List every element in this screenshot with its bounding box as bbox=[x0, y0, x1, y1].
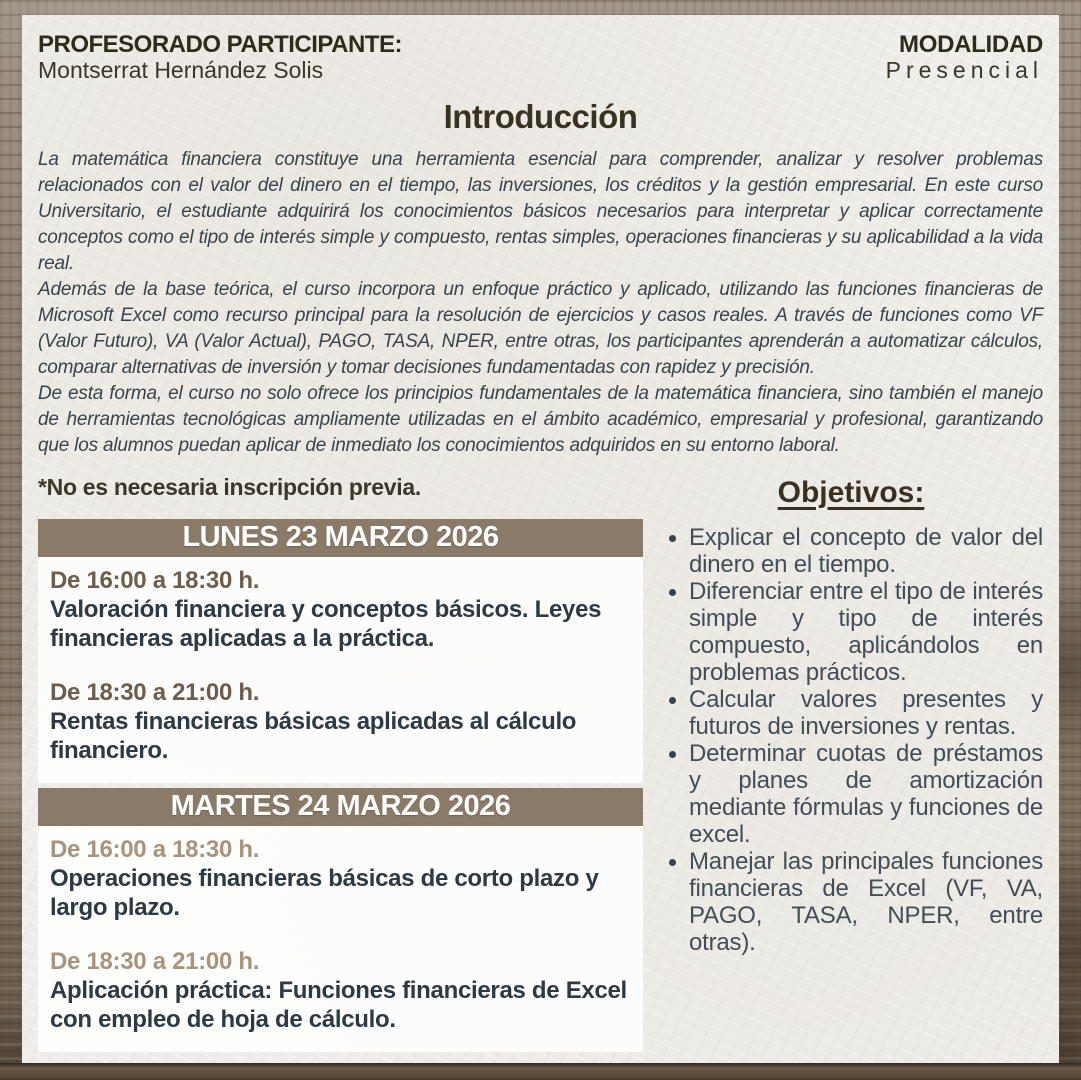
header bbox=[38, 32, 1043, 84]
intro-paragraph-1: La matemática financiera constituye una herramienta esencial para comprender, analizar y resolver problemas relacionados con el valor del dinero en el tiempo, las inversiones, los créditos y la gestión empresarial. En este curso Universitario, el estudiante adquirirá los conocimientos básicos necesarios para interpretar y aplicar correctamente conceptos como el tipo de interés simple y compuesto, rentas simples, operaciones financieras y su aplicabilidad a la vida real. bbox=[38, 148, 1043, 274]
lower-columns bbox=[38, 474, 1043, 1052]
objective-item: • Determinar cuotas de préstamos y planes de amortización mediante fórmulas y funciones de excel. bbox=[689, 740, 1043, 848]
modality-label: MODALIDAD bbox=[899, 31, 1043, 58]
session-topic: Operaciones financieras básicas de corto plazo y largo plazo. bbox=[50, 864, 599, 921]
session-topic: Valoración financiera y conceptos básicos. Leyes financieras aplicadas a la práctica. bbox=[50, 595, 602, 652]
intro-paragraph-2: Además de la base teórica, el curso incorpora un enfoque práctico y aplicado, utilizando las funciones financieras de Microsoft Excel como recurso principal para la resolución de ejercicios y casos reales. A través de funciones como VF (Valor Futuro), VA (Valor Actual), PAGO, TASA, NPER, entre otras, los participantes aprenderán a automatizar cálculos, comparar alternativas de inversión y tomar decisiones fundamentadas con rapidez y precisión. bbox=[38, 278, 1043, 378]
objectives-title: Objetivos: bbox=[777, 475, 925, 509]
modality-value: Presencial bbox=[885, 57, 1043, 84]
session-time: De 16:00 a 18:30 h. bbox=[50, 566, 260, 594]
session bbox=[50, 566, 629, 653]
objective-item: • Manejar las principales funciones financieras de Excel (VF, VA, PAGO, TASA, NPER, entre otras). bbox=[689, 848, 1043, 956]
intro-title: Introducción bbox=[443, 97, 638, 135]
day-block-monday bbox=[38, 519, 643, 783]
professor-name: Montserrat Hernández Solis bbox=[38, 57, 324, 84]
objectives-column bbox=[659, 474, 1043, 1052]
session-time: De 18:30 a 21:00 h. bbox=[50, 678, 260, 706]
day-block-tuesday bbox=[38, 788, 643, 1052]
objective-item: • Calcular valores presentes y futuros de inversiones y rentas. bbox=[689, 686, 1043, 740]
intro-paragraph-3: De esta forma, el curso no solo ofrece los principios fundamentales de la matemática financiera, sino también el manejo de herramientas tecnológicas ampliamente utilizadas en el ámbito académico, empresarial y profesional, garantizando que los alumnos puedan aplicar de inmediato los conocimientos adquiridos en su entorno laboral. bbox=[38, 382, 1043, 456]
day-header-bar-tuesday: MARTES 24 MARZO 2026 bbox=[38, 788, 643, 826]
objective-item: • Diferenciar entre el tipo de interés simple y tipo de interés compuesto, aplicándolos en problemas prácticos. bbox=[689, 578, 1043, 686]
flyer-page bbox=[22, 15, 1059, 1063]
day-header-bar-monday: LUNES 23 MARZO 2026 bbox=[38, 519, 643, 557]
objectives-list bbox=[659, 524, 1043, 956]
schedule-column bbox=[38, 474, 643, 1052]
professor-label: PROFESORADO PARTICIPANTE: bbox=[38, 31, 402, 58]
session-time: De 18:30 a 21:00 h. bbox=[50, 947, 260, 975]
intro-text bbox=[38, 147, 1043, 459]
objective-item: • Explicar el concepto de valor del dinero en el tiempo. bbox=[689, 524, 1043, 578]
modality-block bbox=[886, 32, 1043, 84]
day-sessions-panel-monday bbox=[38, 557, 643, 783]
day-sessions-panel-tuesday bbox=[38, 826, 643, 1052]
session bbox=[50, 835, 629, 922]
session bbox=[50, 678, 629, 765]
session bbox=[50, 947, 629, 1034]
professor-block bbox=[38, 32, 402, 84]
session-time: De 16:00 a 18:30 h. bbox=[50, 835, 260, 863]
session-topic: Aplicación práctica: Funciones financieras de Excel con empleo de hoja de cálculo. bbox=[50, 976, 627, 1033]
enrollment-note: *No es necesaria inscripción previa. bbox=[38, 473, 421, 500]
session-topic: Rentas financieras básicas aplicadas al cálculo financiero. bbox=[50, 707, 577, 764]
